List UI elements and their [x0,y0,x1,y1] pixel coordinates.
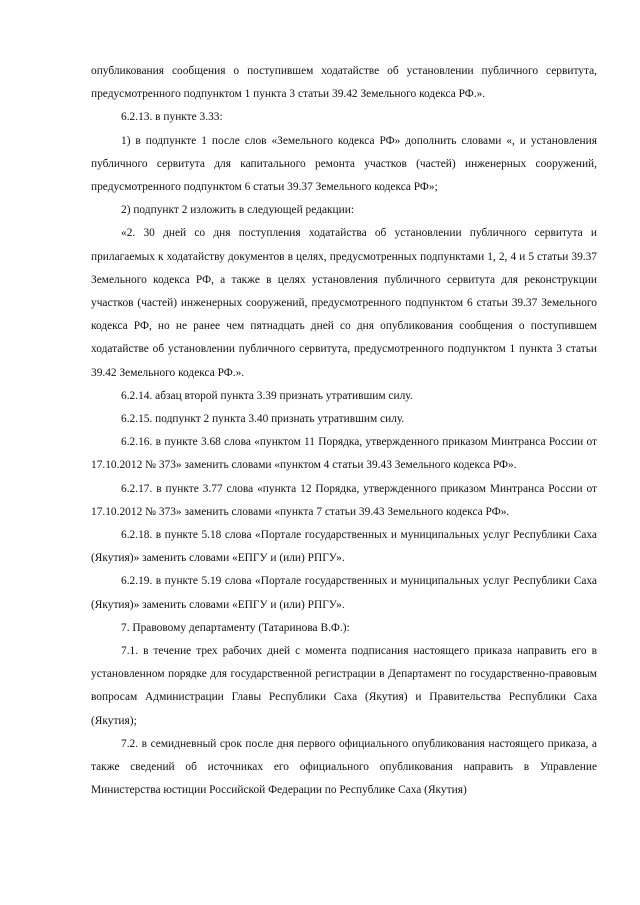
paragraph-7-1: 7.1. в течение трех рабочих дней с момента подписания настоящего приказа направить его в установленном порядке для государственной регистрации в Департамент по государственно-правовым вопросам Администрации Главы Республики Саха (Якутия) и Правительства Республики Саха (Якутия); [91,645,597,727]
paragraph-7-2: 7.2. в семидневный срок после дня первого официального опубликования настоящего приказа, а также сведений об источниках его официального опубликования направить в Управление Министерства юстиции Российской Федерации по Республике Саха (Якутия) [91,737,597,797]
paragraph-6-2-17: 6.2.17. в пункте 3.77 слова «пункта 12 Порядка, утвержденного приказом Минтранса России от 17.10.2012 № 373» заменить словами «пункта 7 статьи 39.43 Земельного кодекса РФ». [91,482,597,518]
paragraph-6-2-18: 6.2.18. в пункте 5.18 слова «Портале государственных и муниципальных услуг Республики Саха (Якутия)» заменить словами «ЕПГУ и (или) РПГУ». [91,529,597,565]
paragraph-continuation: опубликования сообщения о поступившем ходатайстве об установлении публичного сервитута, предусмотренного подпунктом 1 пункта 3 статьи 39.42 Земельного кодекса РФ.». [91,65,597,101]
paragraph-6-2-16: 6.2.16. в пункте 3.68 слова «пунктом 11 Порядка, утвержденного приказом Минтранса России от 17.10.2012 № 373» заменить словами «пунктом 4 статьи 39.43 Земельного кодекса РФ». [91,436,597,472]
paragraph-subpoint-2: 2) подпункт 2 изложить в следующей редакции: [121,204,354,217]
document-page [91,60,597,803]
paragraph-6-2-13: 6.2.13. в пункте 3.33: [121,111,223,124]
paragraph-subpoint-1: 1) в подпункте 1 после слов «Земельного кодекса РФ» дополнить словами «, и установления публичного сервитута для капитального ремонта участков (частей) инженерных сооружений, предусмотренного подпунктом 6 статьи 39.37 Земельного кодекса РФ»; [91,134,597,194]
paragraph-7: 7. Правовому департаменту (Татаринова В.Ф.): [121,621,350,634]
paragraph-6-2-14: 6.2.14. абзац второй пункта 3.39 признать утратившим силу. [121,389,413,402]
paragraph-6-2-15: 6.2.15. подпункт 2 пункта 3.40 признать утратившим силу. [121,413,405,426]
paragraph-quoted-text: «2. 30 дней со дня поступления ходатайства об установлении публичного сервитута и прилагаемых к ходатайству документов в целях, предусмотренных подпунктами 1, 2, 4 и 5 статьи 39.37 Земельного кодекса РФ, а также в целях установления публичного сервитута для реконструкции участков (частей) инженерных сооружений, предусмотренного подпунктом 6 статьи 39.37 Земельного кодекса РФ, но не ранее чем пятнадцать дней со дня опубликования сообщения о поступившем ходатайстве об установлении публичного сервитута, предусмотренного подпунктом 1 пункта 3 статьи 39.42 Земельного кодекса РФ.». [91,227,597,379]
paragraph-6-2-19: 6.2.19. в пункте 5.19 слова «Портале государственных и муниципальных услуг Республики Саха (Якутия)» заменить словами «ЕПГУ и (или) РПГУ». [91,575,597,611]
